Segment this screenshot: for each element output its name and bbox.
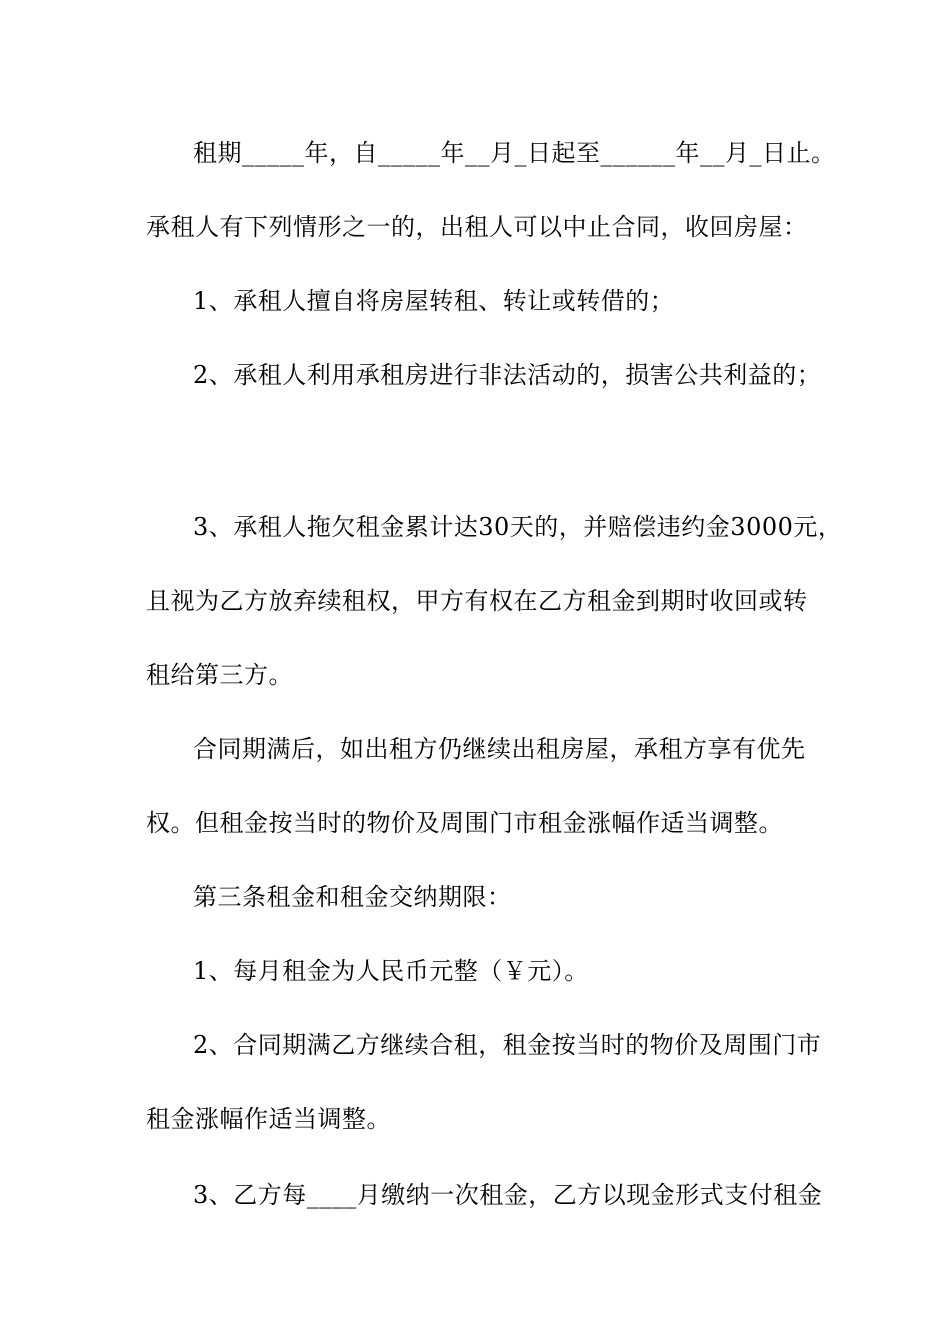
rent-item-2-line-2: 租金涨幅作适当调整。	[146, 1105, 391, 1133]
renewal-priority-line-2: 权。但租金按当时的物价及周围门市租金涨幅作适当调整。	[146, 809, 783, 837]
article-3-heading: 第三条租金和租金交纳期限：	[193, 883, 512, 911]
lease-term-line: 租期_____年，自_____年__月_日起至______年__月_日止。	[193, 139, 836, 167]
condition-3-line-3: 租给第三方。	[146, 661, 293, 689]
renewal-priority-line-1: 合同期满后，如出租方仍继续出租房屋，承租方享有优先	[193, 735, 806, 763]
rent-item-2-line-1: 2、合同期满乙方继续合租，租金按当时的物价及周围门市	[193, 1031, 822, 1059]
condition-3-line-1: 3、承租人拖欠租金累计达30天的，并赔偿违约金3000元，	[193, 513, 843, 541]
termination-conditions-heading: 承租人有下列情形之一的，出租人可以中止合同，收回房屋：	[146, 213, 808, 241]
rent-item-3: 3、乙方每____月缴纳一次租金，乙方以现金形式支付租金	[193, 1181, 823, 1209]
condition-1: 1、承租人擅自将房屋转租、转让或转借的；	[193, 287, 675, 315]
condition-2: 2、承租人利用承租房进行非法活动的，损害公共利益的；	[193, 361, 822, 389]
condition-3-line-2: 且视为乙方放弃续租权，甲方有权在乙方租金到期时收回或转	[146, 587, 808, 615]
rent-item-1: 1、每月租金为人民币元整（￥元）。	[193, 957, 589, 985]
